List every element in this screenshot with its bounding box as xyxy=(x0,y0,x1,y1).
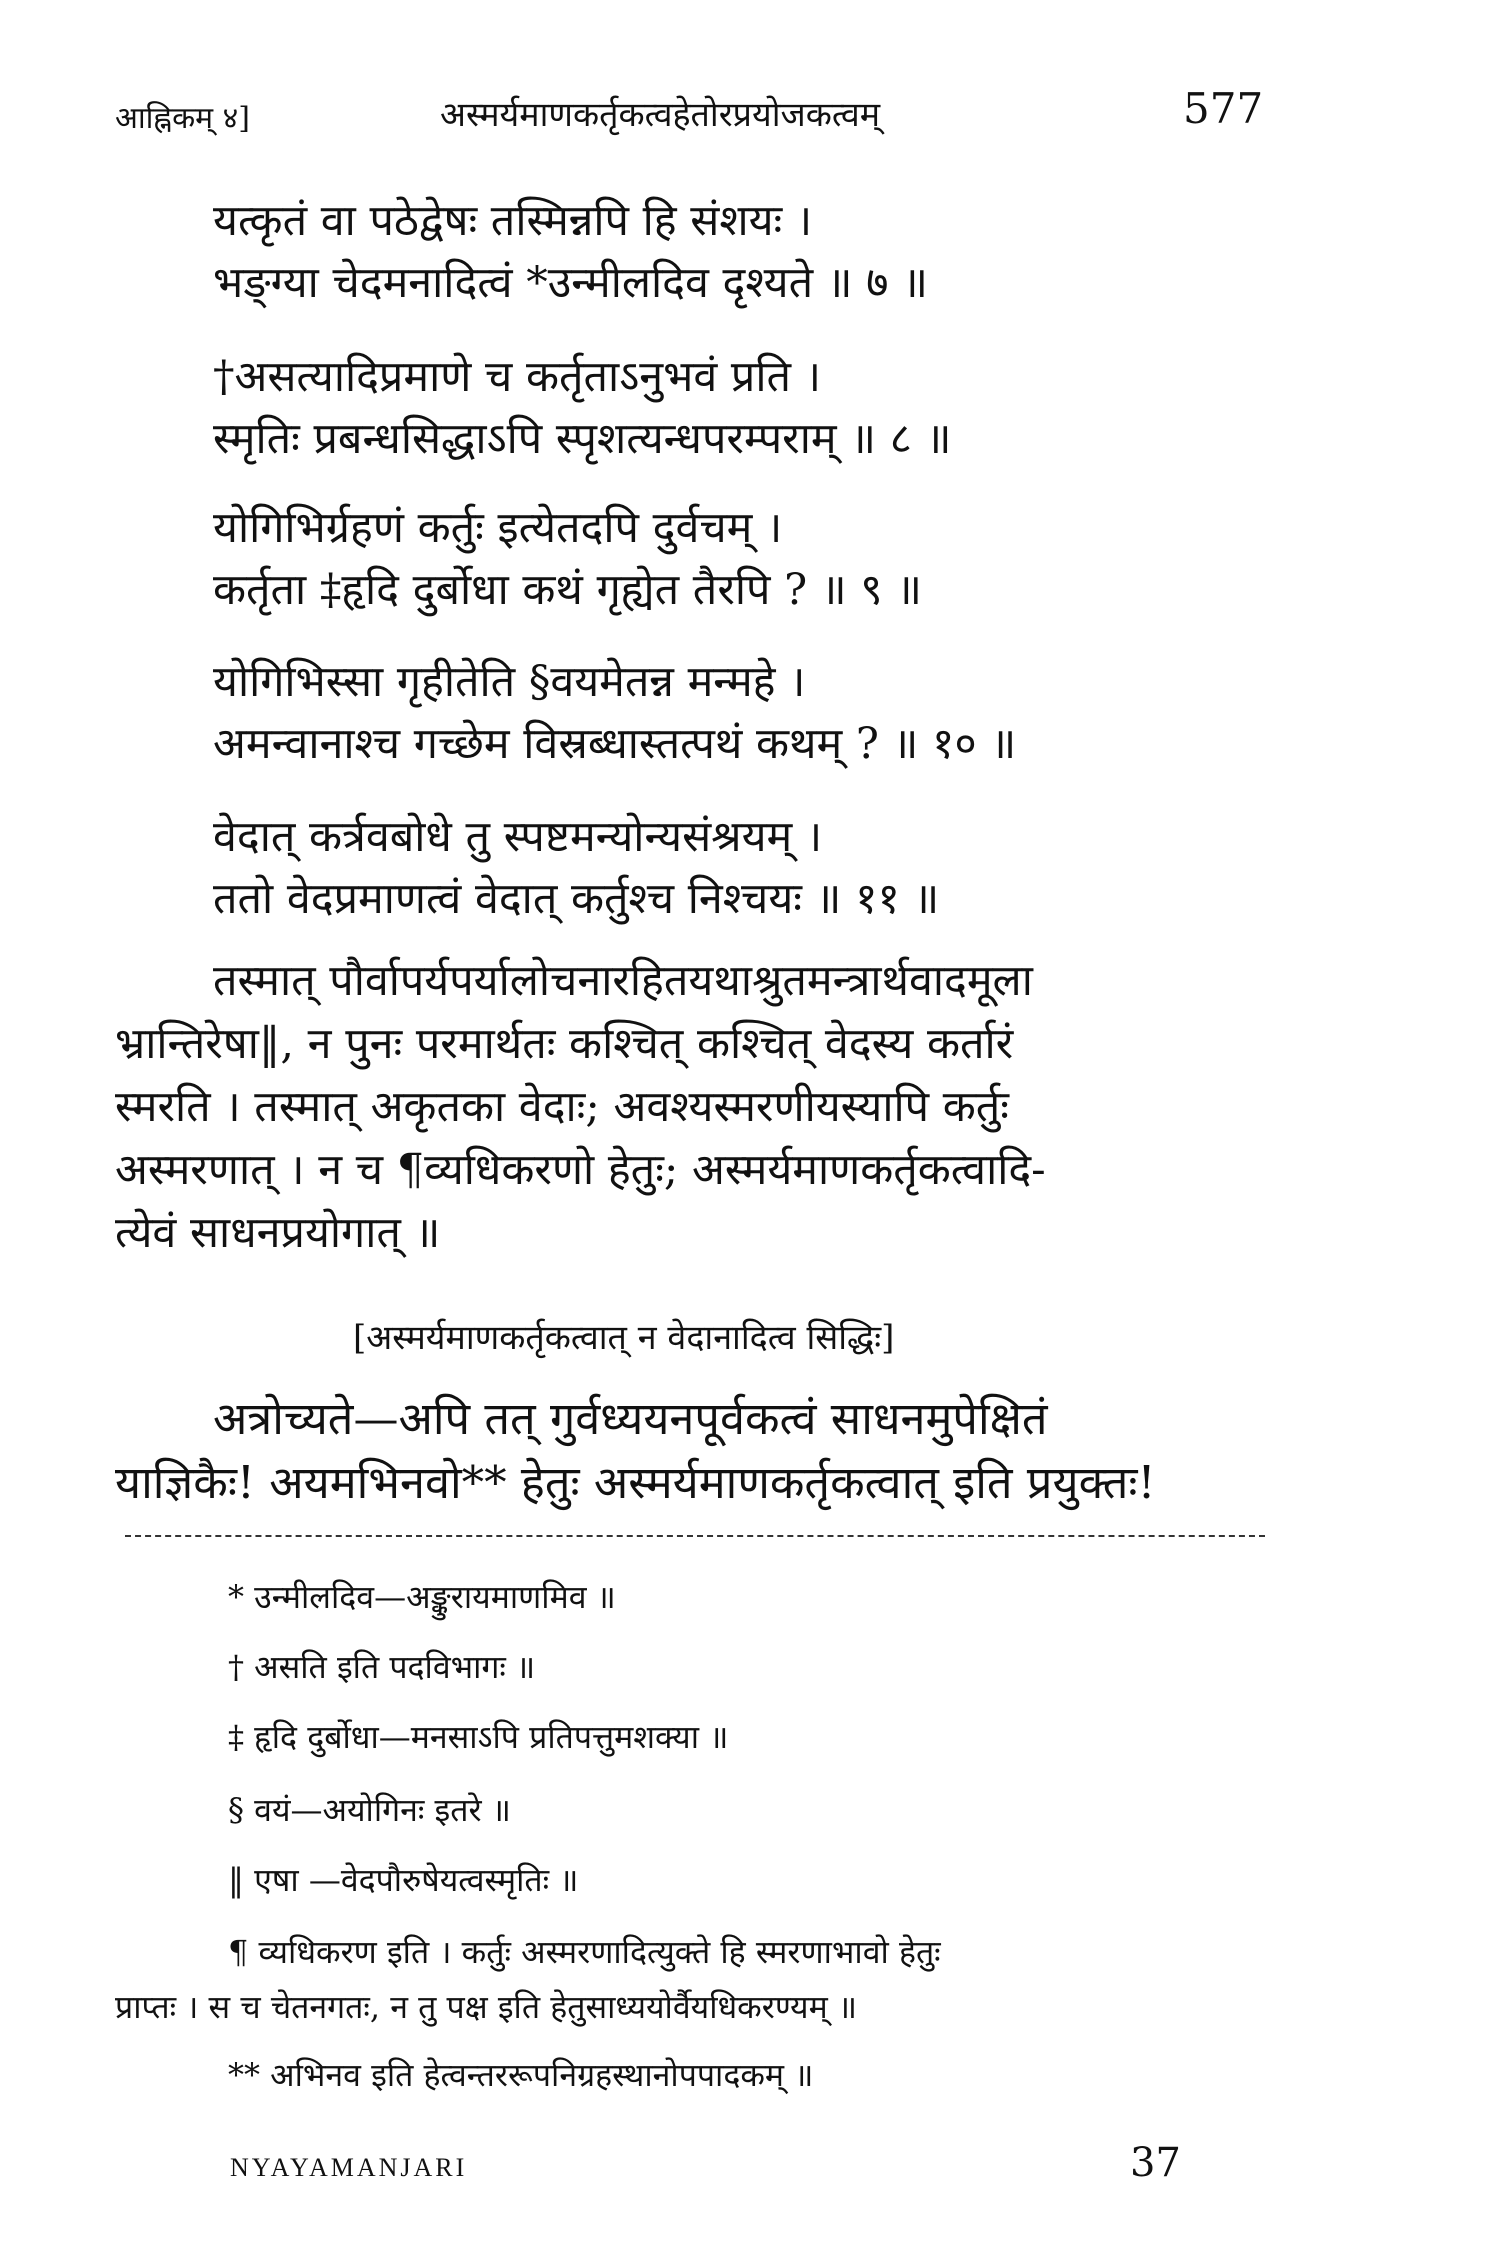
footnote: § वयं—अयोगिनः इतरे ॥ xyxy=(228,1791,511,1829)
paragraph-line: भ्रान्तिरेषा‖, न पुनः परमार्थतः कश्चित् कश्चित् वेदस्य कर्तारं xyxy=(115,1019,1014,1069)
verse-line: वेदात् कर्त्रवबोधे तु स्पष्टमन्योन्यसंश्रयम् । xyxy=(213,812,823,862)
paragraph-line: त्येवं साधनप्रयोगात् ॥ xyxy=(115,1208,441,1258)
footer-signature-number: 37 xyxy=(1130,2140,1181,2186)
footnote: ** अभिनव इति हेत्वन्तररूपनिग्रहस्थानोपपादकम् ॥ xyxy=(228,2056,814,2094)
verse-line: यत्कृतं वा पठेद्वेषः तस्मिन्नपि हि संशयः । xyxy=(213,196,813,246)
verse-line: ततो वेदप्रमाणत्वं वेदात् कर्तुश्च निश्चयः ॥ ११ ॥ xyxy=(213,874,940,924)
verse-7 xyxy=(213,190,928,314)
footnote: ¶ व्यधिकरण इति । कर्तुः अस्मरणादित्युक्ते हि स्मरणाभावो हेतुः xyxy=(228,1933,941,1971)
footnote: ‡ हृदि दुर्बोधा—मनसाऽपि प्रतिपत्तुमशक्या ॥ xyxy=(228,1718,729,1756)
verse-10 xyxy=(213,651,1016,775)
running-header-title: अस्मर्यमाणकर्तृकत्वहेतोरप्रयोजकत्वम् xyxy=(440,95,881,135)
verse-9 xyxy=(213,497,922,621)
paragraph-line: स्मरति । तस्मात् अकृतका वेदाः; अवश्यस्मरणीयस्यापि कर्तुः xyxy=(115,1082,1009,1132)
verse-line: भङ्ग्या चेदमनादित्वं *उन्मीलदिव दृश्यते ॥ ७ ॥ xyxy=(213,258,928,308)
running-header-chapter: आह्निकम् ४] xyxy=(115,101,250,136)
footnote: † असति इति पदविभागः ॥ xyxy=(228,1648,536,1686)
verse-line: अमन्वानाश्च गच्छेम विस्रब्धास्तत्पथं कथम् ? ॥ १० ॥ xyxy=(213,719,1017,769)
footnote: * उन्मीलदिव—अङ्कुरायमाणमिव ॥ xyxy=(228,1578,616,1616)
verse-line: योगिभिर्ग्रहणं कर्तुः इत्येतदपि दुर्वचम् । xyxy=(213,503,783,553)
paragraph-line: अत्रोच्यते—अपि तत् गुर्वध्ययनपूर्वकत्वं साधनमुपेक्षितं xyxy=(213,1392,1048,1445)
footnote-continuation: प्राप्तः । स च चेतनगतः, न तु पक्ष इति हेतुसाध्ययोर्वैयधिकरण्यम् ॥ xyxy=(115,1988,858,2026)
verse-line: †असत्यादिप्रमाणे च कर्तृताऽनुभवं प्रति । xyxy=(213,352,821,402)
paragraph-line: अस्मरणात् । न च ¶व्यधिकरणो हेतुः; अस्मर्यमाणकर्तृकत्वादि- xyxy=(115,1145,1046,1195)
verse-line: कर्तृता ‡हृदि दुर्बोधा कथं गृह्येत तैरपि ? ॥ ९ ॥ xyxy=(213,565,923,615)
section-heading: [अस्मर्यमाणकर्तृकत्वात् न वेदानादित्व सिद्धिः] xyxy=(353,1318,895,1358)
footnote: ‖ एषा —वेदपौरुषेयत्वस्मृतिः ॥ xyxy=(228,1861,579,1899)
verse-line: योगिभिस्सा गृहीतेति §वयमेतन्न मन्महे । xyxy=(213,657,806,707)
paragraph-line: तस्मात् पौर्वापर्यपर्यालोचनारहितयथाश्रुतमन्त्रार्थवादमूला xyxy=(213,956,1033,1006)
page-number: 577 xyxy=(1183,84,1264,133)
prose-paragraph-2 xyxy=(115,1387,1265,1515)
verse-11 xyxy=(213,806,939,930)
footer-book-title: NYAYAMANJARI xyxy=(230,2153,468,2182)
prose-paragraph xyxy=(115,950,1265,1265)
verse-line: स्मृतिः प्रबन्धसिद्धाऽपि स्पृशत्यन्धपरम्पराम् ॥ ८ ॥ xyxy=(213,414,952,464)
footnote-divider xyxy=(125,1535,1265,1537)
paragraph-line: याज्ञिकैः! अयमभिनवो** हेतुः अस्मर्यमाणकर्तृकत्वात् इति प्रयुक्तः! xyxy=(115,1456,1156,1509)
verse-8 xyxy=(213,346,951,470)
